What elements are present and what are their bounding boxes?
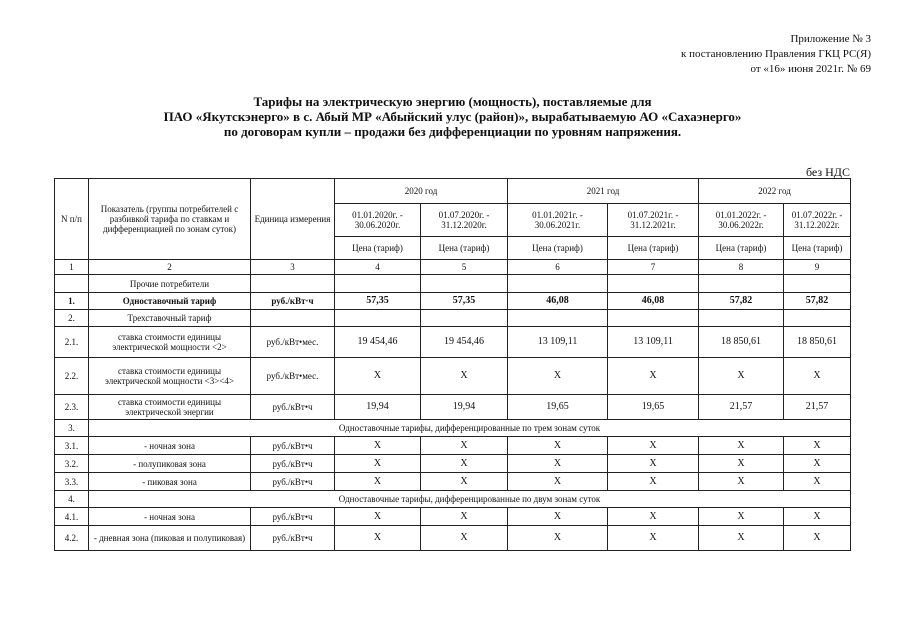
header-price: Цена (тариф) — [699, 237, 784, 260]
row-value: X — [421, 526, 508, 551]
table-row — [55, 473, 851, 491]
column-number: 6 — [508, 260, 608, 275]
section-label: Прочие потребители — [89, 275, 251, 293]
row-value: X — [784, 455, 851, 473]
row-unit: руб./кВт·ч — [251, 293, 335, 310]
appendix-line-3: от «16» июня 2021г. № 69 — [750, 63, 871, 75]
row-num: 1. — [55, 293, 89, 310]
header-num: N п/п — [55, 179, 89, 260]
table-row — [55, 310, 851, 327]
header-period: 01.07.2021г. - 31.12.2021г. — [608, 204, 699, 237]
row-unit: руб./кВт•ч — [251, 473, 335, 491]
header-year-2022: 2022 год — [699, 179, 851, 204]
row-value: X — [784, 526, 851, 551]
table-row — [55, 395, 851, 420]
row-num: 3.1. — [55, 437, 89, 455]
title-line-3: по договорам купли – продажи без дифференциации по уровням напряжения. — [223, 124, 682, 139]
row-name: - ночная зона — [89, 437, 251, 455]
row-name: - пиковая зона — [89, 473, 251, 491]
row-value: 18 850,61 — [784, 327, 851, 358]
header-period: 01.07.2022г. - 31.12.2022г. — [784, 204, 851, 237]
row-value: 21,57 — [784, 395, 851, 420]
row-unit: руб./кВт•ч — [251, 508, 335, 526]
row-value: X — [699, 526, 784, 551]
header-indicator: Показатель (группы потребителей с разбивкой тарифа по ставкам и дифференциацией по зонам суток) — [89, 179, 251, 260]
table-row — [55, 455, 851, 473]
row-value: X — [508, 437, 608, 455]
row-value: X — [335, 526, 421, 551]
row-value: X — [421, 437, 508, 455]
row-value: 46,08 — [508, 293, 608, 310]
header-price: Цена (тариф) — [421, 237, 508, 260]
table-row — [55, 293, 851, 310]
row-name: - полупиковая зона — [89, 455, 251, 473]
appendix-line-2: к постановлению Правления ГКЦ РС(Я) — [681, 48, 871, 60]
header-price: Цена (тариф) — [784, 237, 851, 260]
header-period: 01.01.2022г. - 30.06.2022г. — [699, 204, 784, 237]
row-value: X — [784, 473, 851, 491]
table-row — [55, 491, 851, 508]
row-value: 19,65 — [608, 395, 699, 420]
column-number: 9 — [784, 260, 851, 275]
document-title — [0, 94, 905, 139]
row-name: - дневная зона (пиковая и полупиковая) — [89, 526, 251, 551]
row-value: X — [335, 455, 421, 473]
tariffs-table — [54, 178, 851, 551]
row-value: X — [608, 508, 699, 526]
row-value: X — [699, 473, 784, 491]
table-row — [55, 275, 851, 293]
row-num: 3. — [55, 420, 89, 437]
row-value: X — [335, 508, 421, 526]
row-value: X — [335, 358, 421, 395]
row-value: 57,35 — [335, 293, 421, 310]
row-value: X — [421, 508, 508, 526]
row-num: 3.3. — [55, 473, 89, 491]
row-unit: руб./кВт•ч — [251, 395, 335, 420]
row-value: 21,57 — [699, 395, 784, 420]
row-value: 18 850,61 — [699, 327, 784, 358]
row-name: ставка стоимости единицы электрической мощности <3><4> — [89, 358, 251, 395]
row-num: 4.2. — [55, 526, 89, 551]
header-year-2020: 2020 год — [335, 179, 508, 204]
row-name: ставка стоимости единицы электрической энергии — [89, 395, 251, 420]
column-number: 1 — [55, 260, 89, 275]
row-value: X — [421, 473, 508, 491]
row-value: X — [508, 526, 608, 551]
column-number: 4 — [335, 260, 421, 275]
row-num: 2.3. — [55, 395, 89, 420]
header-year-2021: 2021 год — [508, 179, 699, 204]
row-value: X — [699, 358, 784, 395]
row-value: 13 109,11 — [608, 327, 699, 358]
row-num: 4. — [55, 491, 89, 508]
row-value: X — [608, 455, 699, 473]
row-value: X — [508, 508, 608, 526]
row-unit: руб./кВт•ч — [251, 455, 335, 473]
table-row — [55, 327, 851, 358]
row-value: 57,82 — [699, 293, 784, 310]
appendix-block — [681, 32, 871, 77]
row-value: 19 454,46 — [421, 327, 508, 358]
table-row — [55, 420, 851, 437]
row-value: X — [699, 508, 784, 526]
row-value: X — [335, 437, 421, 455]
row-value: X — [608, 473, 699, 491]
row-name: Одноставочные тарифы, дифференцированные по двум зонам суток — [89, 491, 851, 508]
row-value: 19 454,46 — [335, 327, 421, 358]
row-name: Трехставочный тариф — [89, 310, 251, 327]
title-line-2: ПАО «Якутскэнерго» в с. Абый МР «Абыйский улус (район)», вырабатываемую АО «Сахаэнерго» — [163, 109, 742, 124]
row-name: ставка стоимости единицы электрической мощности <2> — [89, 327, 251, 358]
row-num: 2.1. — [55, 327, 89, 358]
row-name: Одноставочный тариф — [89, 293, 251, 310]
table-row — [55, 508, 851, 526]
row-name: - ночная зона — [89, 508, 251, 526]
row-num: 2. — [55, 310, 89, 327]
header-price: Цена (тариф) — [608, 237, 699, 260]
row-num: 2.2. — [55, 358, 89, 395]
row-value: 19,94 — [421, 395, 508, 420]
appendix-line-1: Приложение № 3 — [790, 33, 871, 45]
row-value: X — [421, 455, 508, 473]
column-number: 3 — [251, 260, 335, 275]
table-row — [55, 526, 851, 551]
column-number: 7 — [608, 260, 699, 275]
row-value: X — [421, 358, 508, 395]
row-value: 19,65 — [508, 395, 608, 420]
header-price: Цена (тариф) — [335, 237, 421, 260]
row-value: 57,35 — [421, 293, 508, 310]
row-name: Одноставочные тарифы, дифференцированные по трем зонам суток — [89, 420, 851, 437]
row-value: X — [335, 473, 421, 491]
column-number: 5 — [421, 260, 508, 275]
row-value: X — [608, 526, 699, 551]
row-value: X — [508, 358, 608, 395]
header-period: 01.01.2021г. - 30.06.2021г. — [508, 204, 608, 237]
column-number: 2 — [89, 260, 251, 275]
row-unit: руб./кВт•ч — [251, 437, 335, 455]
row-value: X — [608, 358, 699, 395]
row-value: 19,94 — [335, 395, 421, 420]
row-value: X — [608, 437, 699, 455]
title-line-1: Тарифы на электрическую энергию (мощность), поставляемые для — [253, 94, 652, 109]
row-unit: руб./кВт•мес. — [251, 358, 335, 395]
row-value: X — [508, 455, 608, 473]
row-unit: руб./кВт•ч — [251, 526, 335, 551]
header-unit: Единица измерения — [251, 179, 335, 260]
row-value: 13 109,11 — [508, 327, 608, 358]
row-value: 57,82 — [784, 293, 851, 310]
header-period: 01.01.2020г. - 30.06.2020г. — [335, 204, 421, 237]
header-period: 01.07.2020г. - 31.12.2020г. — [421, 204, 508, 237]
column-number: 8 — [699, 260, 784, 275]
row-value: X — [508, 473, 608, 491]
row-num: 3.2. — [55, 455, 89, 473]
table-row — [55, 437, 851, 455]
row-unit: руб./кВт•мес. — [251, 327, 335, 358]
row-num: 4.1. — [55, 508, 89, 526]
row-value: X — [699, 455, 784, 473]
row-value: X — [699, 437, 784, 455]
no-vat-note: без НДС — [805, 165, 850, 179]
row-value: X — [784, 508, 851, 526]
row-value: 46,08 — [608, 293, 699, 310]
row-value: X — [784, 437, 851, 455]
row-value: X — [784, 358, 851, 395]
header-price: Цена (тариф) — [508, 237, 608, 260]
table-row — [55, 358, 851, 395]
